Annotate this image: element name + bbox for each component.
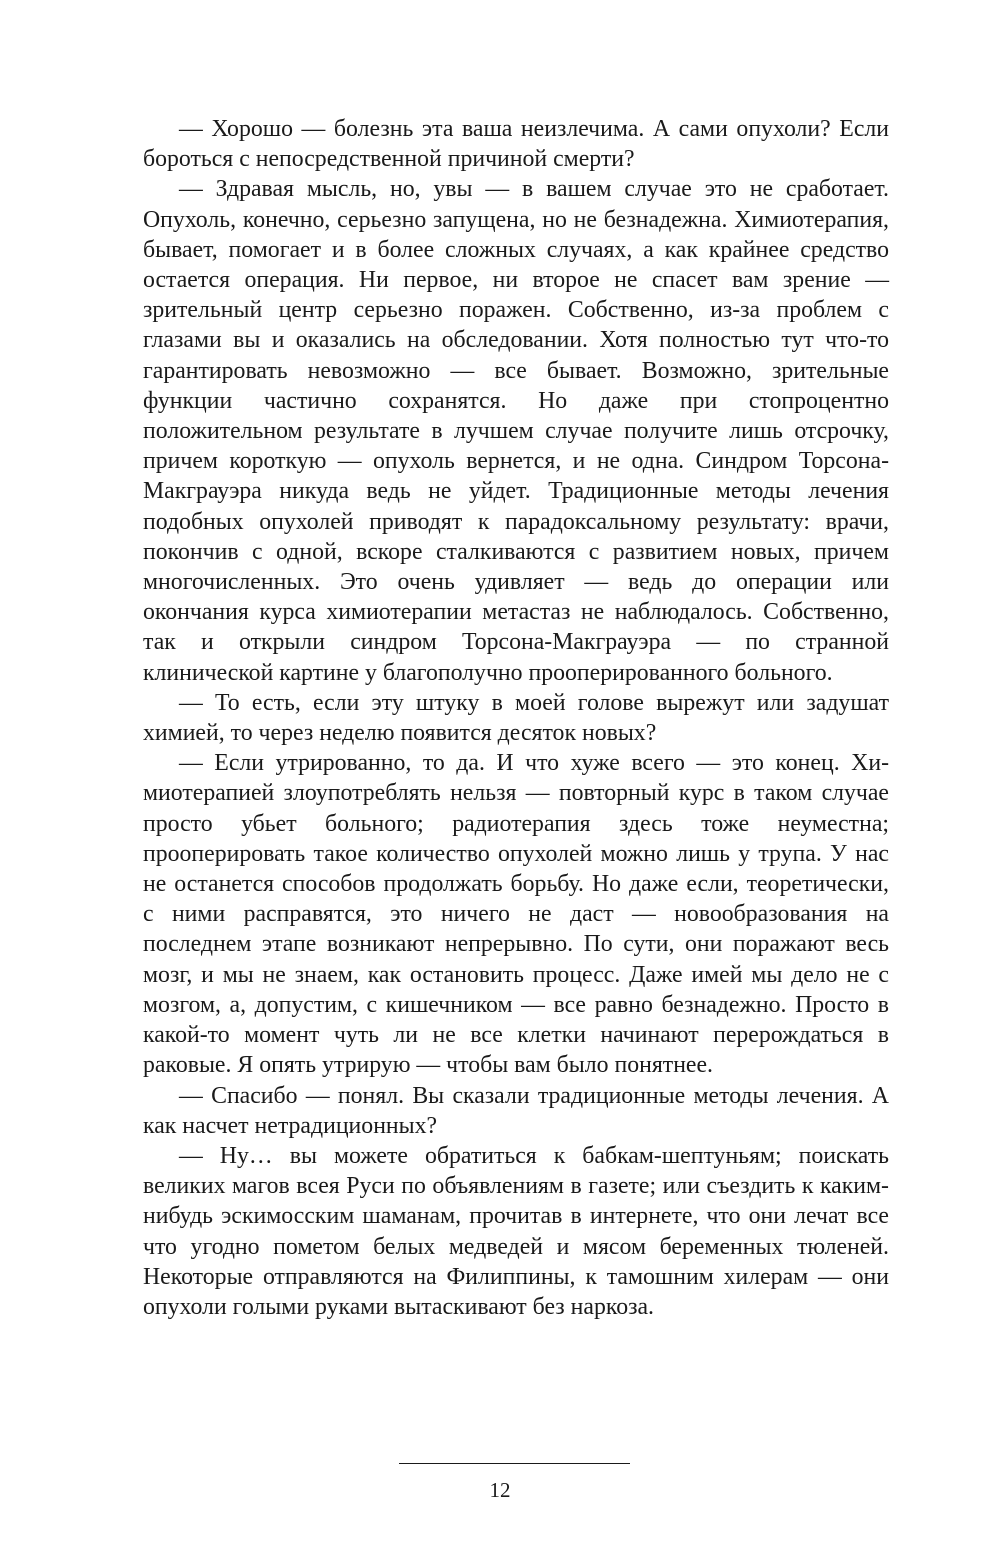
- paragraph: — Спасибо — понял. Вы сказали традиционные методы лечения. А как насчет нетрадиционных?: [143, 1082, 889, 1139]
- paragraph: — Хорошо — болезнь эта ваша неизлечима. А сами опухоли? Если бороться с непосредственной причиной смерти?: [143, 116, 889, 173]
- page-number: 12: [489, 1478, 511, 1502]
- paragraph: — Если утрированно, то да. И что хуже всего — это конец. Химиотерапией злоупотреблять нельзя — повторный курс в таком случае просто убьет больного; радиотерапия здесь тоже неуместна; прооперировать такое количество опухолей можно лишь у трупа. У нас не останется способов продолжать борьбу. Но даже если, теоретически, с ними расправятся, это ничего не даст — новообразования на последнем этапе возникают непрерывно. По сути, они поражают весь мозг, и мы не знаем, как остановить процесс. Даже имей мы дело не с мозгом, а, допустим, с кишечником — все равно безнадежно. Просто в какой-то момент чуть ли не все клетки начинают перерождаться в раковые. Я опять утрирую — чтобы вам было понятнее.: [143, 750, 889, 1079]
- body-text: [143, 114, 889, 1322]
- footer-divider: [399, 1463, 630, 1464]
- paragraph: — Ну… вы можете обратиться к бабкам-шептуньям; поискать великих магов всея Руси по объявлениям в газете; или съездить к каким-нибудь эскимосским шаманам, прочитав в интернете, что они лечат все что угодно пометом белых медведей и мясом беременных тюленей. Некоторые отправляются на Филиппины, к тамошним хилерам — они опухоли голыми руками вытаскивают без наркоза.: [143, 1142, 889, 1320]
- paragraph: — Здравая мысль, но, увы — в вашем случае это не сработает. Опухоль, конечно, серьезно запущена, но не безнадежна. Химиотерапия, бывает, помогает и в более сложных случаях, а как крайнее средство остается операция. Ни первое, ни второе не спасет вам зрение — зрительный центр серьезно поражен. Собственно, из-за проблем с глазами вы и оказались на обследовании. Хотя полностью тут что-то гарантировать невозможно — все бывает. Возможно, зрительные функции частично сохранятся. Но даже при стопроцентно положительном результате в лучшем случае получите лишь отсрочку, причем короткую — опухоль вернется, и не одна. Синдром Торсона-Макграуэра никуда ведь не уйдет. Традиционные методы лечения подобных опухолей приводят к парадоксальному результату: врачи, покончив с одной, вскоре сталкиваются с развитием новых, причем многочисленных. Это очень удивляет — ведь до операции или окончания курса химиотерапии метастаз не наблюдалось. Собственно, так и открыли синдром Торсона-Макграуэра — по странной клинической картине у благополучно прооперированного больного.: [143, 176, 889, 686]
- paragraph: — То есть, если эту штуку в моей голове вырежут или задушат химией, то через неделю появится десяток новых?: [143, 689, 889, 747]
